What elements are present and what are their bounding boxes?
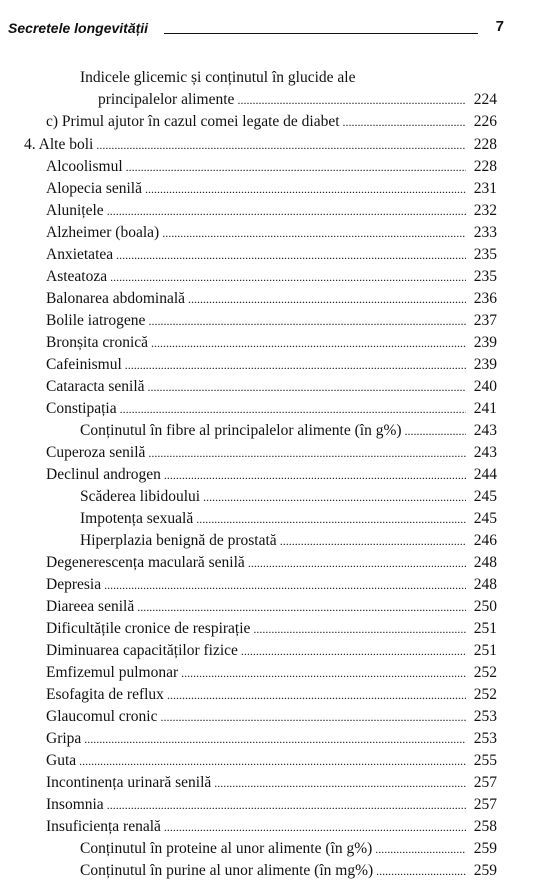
book-title: Secretele longevității	[8, 20, 149, 36]
dot-leader	[237, 90, 466, 111]
toc-page-number: 231	[473, 180, 497, 197]
toc-entry-label: Hiperplazia benignă de prostată	[80, 532, 277, 549]
dot-leader	[253, 619, 466, 640]
dot-leader	[125, 355, 466, 376]
dot-leader	[164, 465, 466, 486]
toc-page-number: 236	[473, 290, 497, 307]
toc-entry	[46, 288, 497, 309]
dot-leader	[148, 377, 466, 398]
dot-leader	[214, 773, 466, 794]
toc-entry-label: Emfizemul pulmonar	[46, 664, 179, 681]
toc-entry-label: Cuperoza senilă	[46, 444, 146, 461]
toc-entry	[46, 728, 497, 749]
dot-leader	[120, 399, 466, 420]
toc-entry-label: Esofagita de reflux	[46, 686, 164, 703]
dot-leader	[137, 597, 466, 618]
toc-entry-label: Degenerescența maculară senilă	[46, 554, 245, 571]
toc-entry	[46, 398, 497, 419]
toc-entry-label: Balonarea abdominală	[46, 290, 186, 307]
toc-page-number: 235	[473, 268, 497, 285]
toc-entry	[46, 574, 497, 595]
dot-leader	[160, 707, 466, 728]
toc-entry-label: Insuficiența renală	[46, 818, 161, 835]
dot-leader	[162, 223, 466, 244]
toc-page-number: 252	[473, 686, 497, 703]
toc-page-number: 235	[473, 246, 497, 263]
dot-leader	[96, 135, 466, 156]
toc-entry-label: Cafeinismul	[46, 356, 122, 373]
toc-subentry	[80, 838, 497, 859]
toc-page-number: 243	[473, 444, 497, 461]
dot-leader	[107, 795, 466, 816]
toc-subentry	[80, 530, 497, 551]
dot-leader	[145, 179, 466, 200]
toc-entry	[46, 816, 497, 837]
toc-entry-label: Impotența sexuală	[80, 510, 194, 527]
dot-leader	[181, 663, 466, 684]
dot-leader	[116, 245, 466, 266]
toc-entry-label: Constipația	[46, 400, 117, 417]
dot-leader	[248, 553, 466, 574]
toc-entry-label: Conținutul în proteine al unor alimente (în g%)	[80, 840, 373, 857]
toc-page-number: 244	[473, 466, 497, 483]
toc-page-number: 248	[473, 554, 497, 571]
dot-leader	[241, 641, 466, 662]
toc-subentry	[80, 508, 497, 529]
toc-page-number: 245	[473, 488, 497, 505]
toc-entry	[46, 772, 497, 793]
toc-entry	[46, 794, 497, 815]
toc-entry	[46, 354, 497, 375]
toc-page-number: 228	[473, 158, 497, 175]
toc-entry-label: Bolile iatrogene	[46, 312, 146, 329]
toc-entry-label: Insomnia	[46, 796, 104, 813]
toc-entry	[46, 244, 497, 265]
toc-entry-label: principalelor alimente	[98, 91, 235, 108]
toc-entry	[46, 111, 497, 132]
toc-entry-label: Scăderea libidoului	[80, 488, 201, 505]
toc-entry-label: 4. Alte boli	[24, 136, 94, 153]
toc-entry	[46, 684, 497, 705]
toc-entry-label: c) Primul ajutor în cazul comei legate de diabet	[46, 113, 340, 130]
toc-entry	[46, 750, 497, 771]
dot-leader	[375, 839, 466, 860]
dot-leader	[151, 333, 466, 354]
toc-page-number: 243	[473, 422, 497, 439]
dot-leader	[376, 861, 466, 882]
dot-leader	[148, 311, 466, 332]
toc-entry	[46, 596, 497, 617]
toc-entry	[46, 222, 497, 243]
toc-entry-label: Asteatoza	[46, 268, 108, 285]
toc-page-number: 250	[473, 598, 497, 615]
toc-page-number: 237	[473, 312, 497, 329]
toc-entry-label: Diminuarea capacităților fizice	[46, 642, 238, 659]
dot-leader	[280, 531, 466, 552]
dot-leader	[203, 487, 466, 508]
toc-page-number: 233	[473, 224, 497, 241]
toc-entry	[46, 618, 497, 639]
toc-entry-label: Diareea senilă	[46, 598, 135, 615]
toc-entry	[46, 552, 497, 573]
toc-entry-label: Incontinența urinară senilă	[46, 774, 212, 791]
toc-entry-heading	[80, 67, 355, 88]
toc-page-number: 246	[473, 532, 497, 549]
toc-entry-label: Bronșita cronică	[46, 334, 149, 351]
toc-page-number: 239	[473, 356, 497, 373]
toc-entry-label: Conținutul în fibre al principalelor alimente (în g%)	[80, 422, 402, 439]
dot-leader	[84, 729, 466, 750]
toc-entry-label: Alopecia senilă	[46, 180, 142, 197]
toc-page-number: 259	[473, 862, 497, 879]
toc-page-number: 251	[473, 620, 497, 637]
dot-leader	[167, 685, 466, 706]
toc-page-number: 241	[473, 400, 497, 417]
toc-entry-label: Conținutul în purine al unor alimente (în mg%)	[80, 862, 374, 879]
toc-subentry	[80, 420, 497, 441]
toc-page-number: 259	[473, 840, 497, 857]
toc-entry-label: Depresia	[46, 576, 102, 593]
toc-entry-label: Gripa	[46, 730, 82, 747]
toc-entry	[46, 442, 497, 463]
toc-entry-label: Indicele glicemic și conținutul în glucide ale	[80, 69, 356, 86]
toc-page-number: 245	[473, 510, 497, 527]
dot-leader	[164, 817, 466, 838]
toc-page-number: 228	[473, 136, 497, 153]
toc-page-number: 226	[473, 113, 497, 130]
toc-entry-label: Dificultățile cronice de respirație	[46, 620, 251, 637]
toc-entry	[98, 89, 497, 110]
toc-entry-label: Guta	[46, 752, 77, 769]
toc-subentry	[80, 486, 497, 507]
toc-entry	[46, 266, 497, 287]
toc-entry	[46, 706, 497, 727]
dot-leader	[126, 157, 466, 178]
toc-entry-label: Alunițele	[46, 202, 104, 219]
toc-entry-label: Cataracta senilă	[46, 378, 145, 395]
page-number: 7	[495, 18, 504, 35]
toc-page-number: 257	[473, 774, 497, 791]
toc-subentry	[80, 860, 497, 881]
toc-entry-label: Alcoolismul	[46, 158, 123, 175]
toc-page-number: 258	[473, 818, 497, 835]
dot-leader	[79, 751, 466, 772]
toc-page-number: 255	[473, 752, 497, 769]
toc-entry-label: Glaucomul cronic	[46, 708, 158, 725]
toc-page-number: 232	[473, 202, 497, 219]
toc-page-number: 240	[473, 378, 497, 395]
toc-entry	[46, 640, 497, 661]
dot-leader	[405, 421, 466, 442]
toc-entry	[46, 464, 497, 485]
toc-entry-label: Alzheimer (boala)	[46, 224, 160, 241]
dot-leader	[107, 201, 466, 222]
toc-entry	[46, 200, 497, 221]
dot-leader	[104, 575, 466, 596]
toc-entry	[46, 662, 497, 683]
toc-entry	[46, 332, 497, 353]
toc-page-number: 251	[473, 642, 497, 659]
toc-section-entry	[24, 134, 497, 155]
dot-leader	[343, 112, 466, 133]
toc-page-number: 252	[473, 664, 497, 681]
dot-leader	[188, 289, 466, 310]
dot-leader	[196, 509, 466, 530]
toc-page-number: 248	[473, 576, 497, 593]
toc-page-number: 257	[473, 796, 497, 813]
toc-page-number: 224	[473, 91, 497, 108]
toc-page-number: 253	[473, 708, 497, 725]
toc-entry	[46, 156, 497, 177]
toc-page-number: 239	[473, 334, 497, 351]
toc-entry-label: Anxietatea	[46, 246, 114, 263]
toc-entry	[46, 376, 497, 397]
toc-entry	[46, 178, 497, 199]
toc-entry-label: Declinul androgen	[46, 466, 161, 483]
toc-entry	[46, 310, 497, 331]
dot-leader	[110, 267, 466, 288]
toc-page-number: 253	[473, 730, 497, 747]
dot-leader	[148, 443, 466, 464]
